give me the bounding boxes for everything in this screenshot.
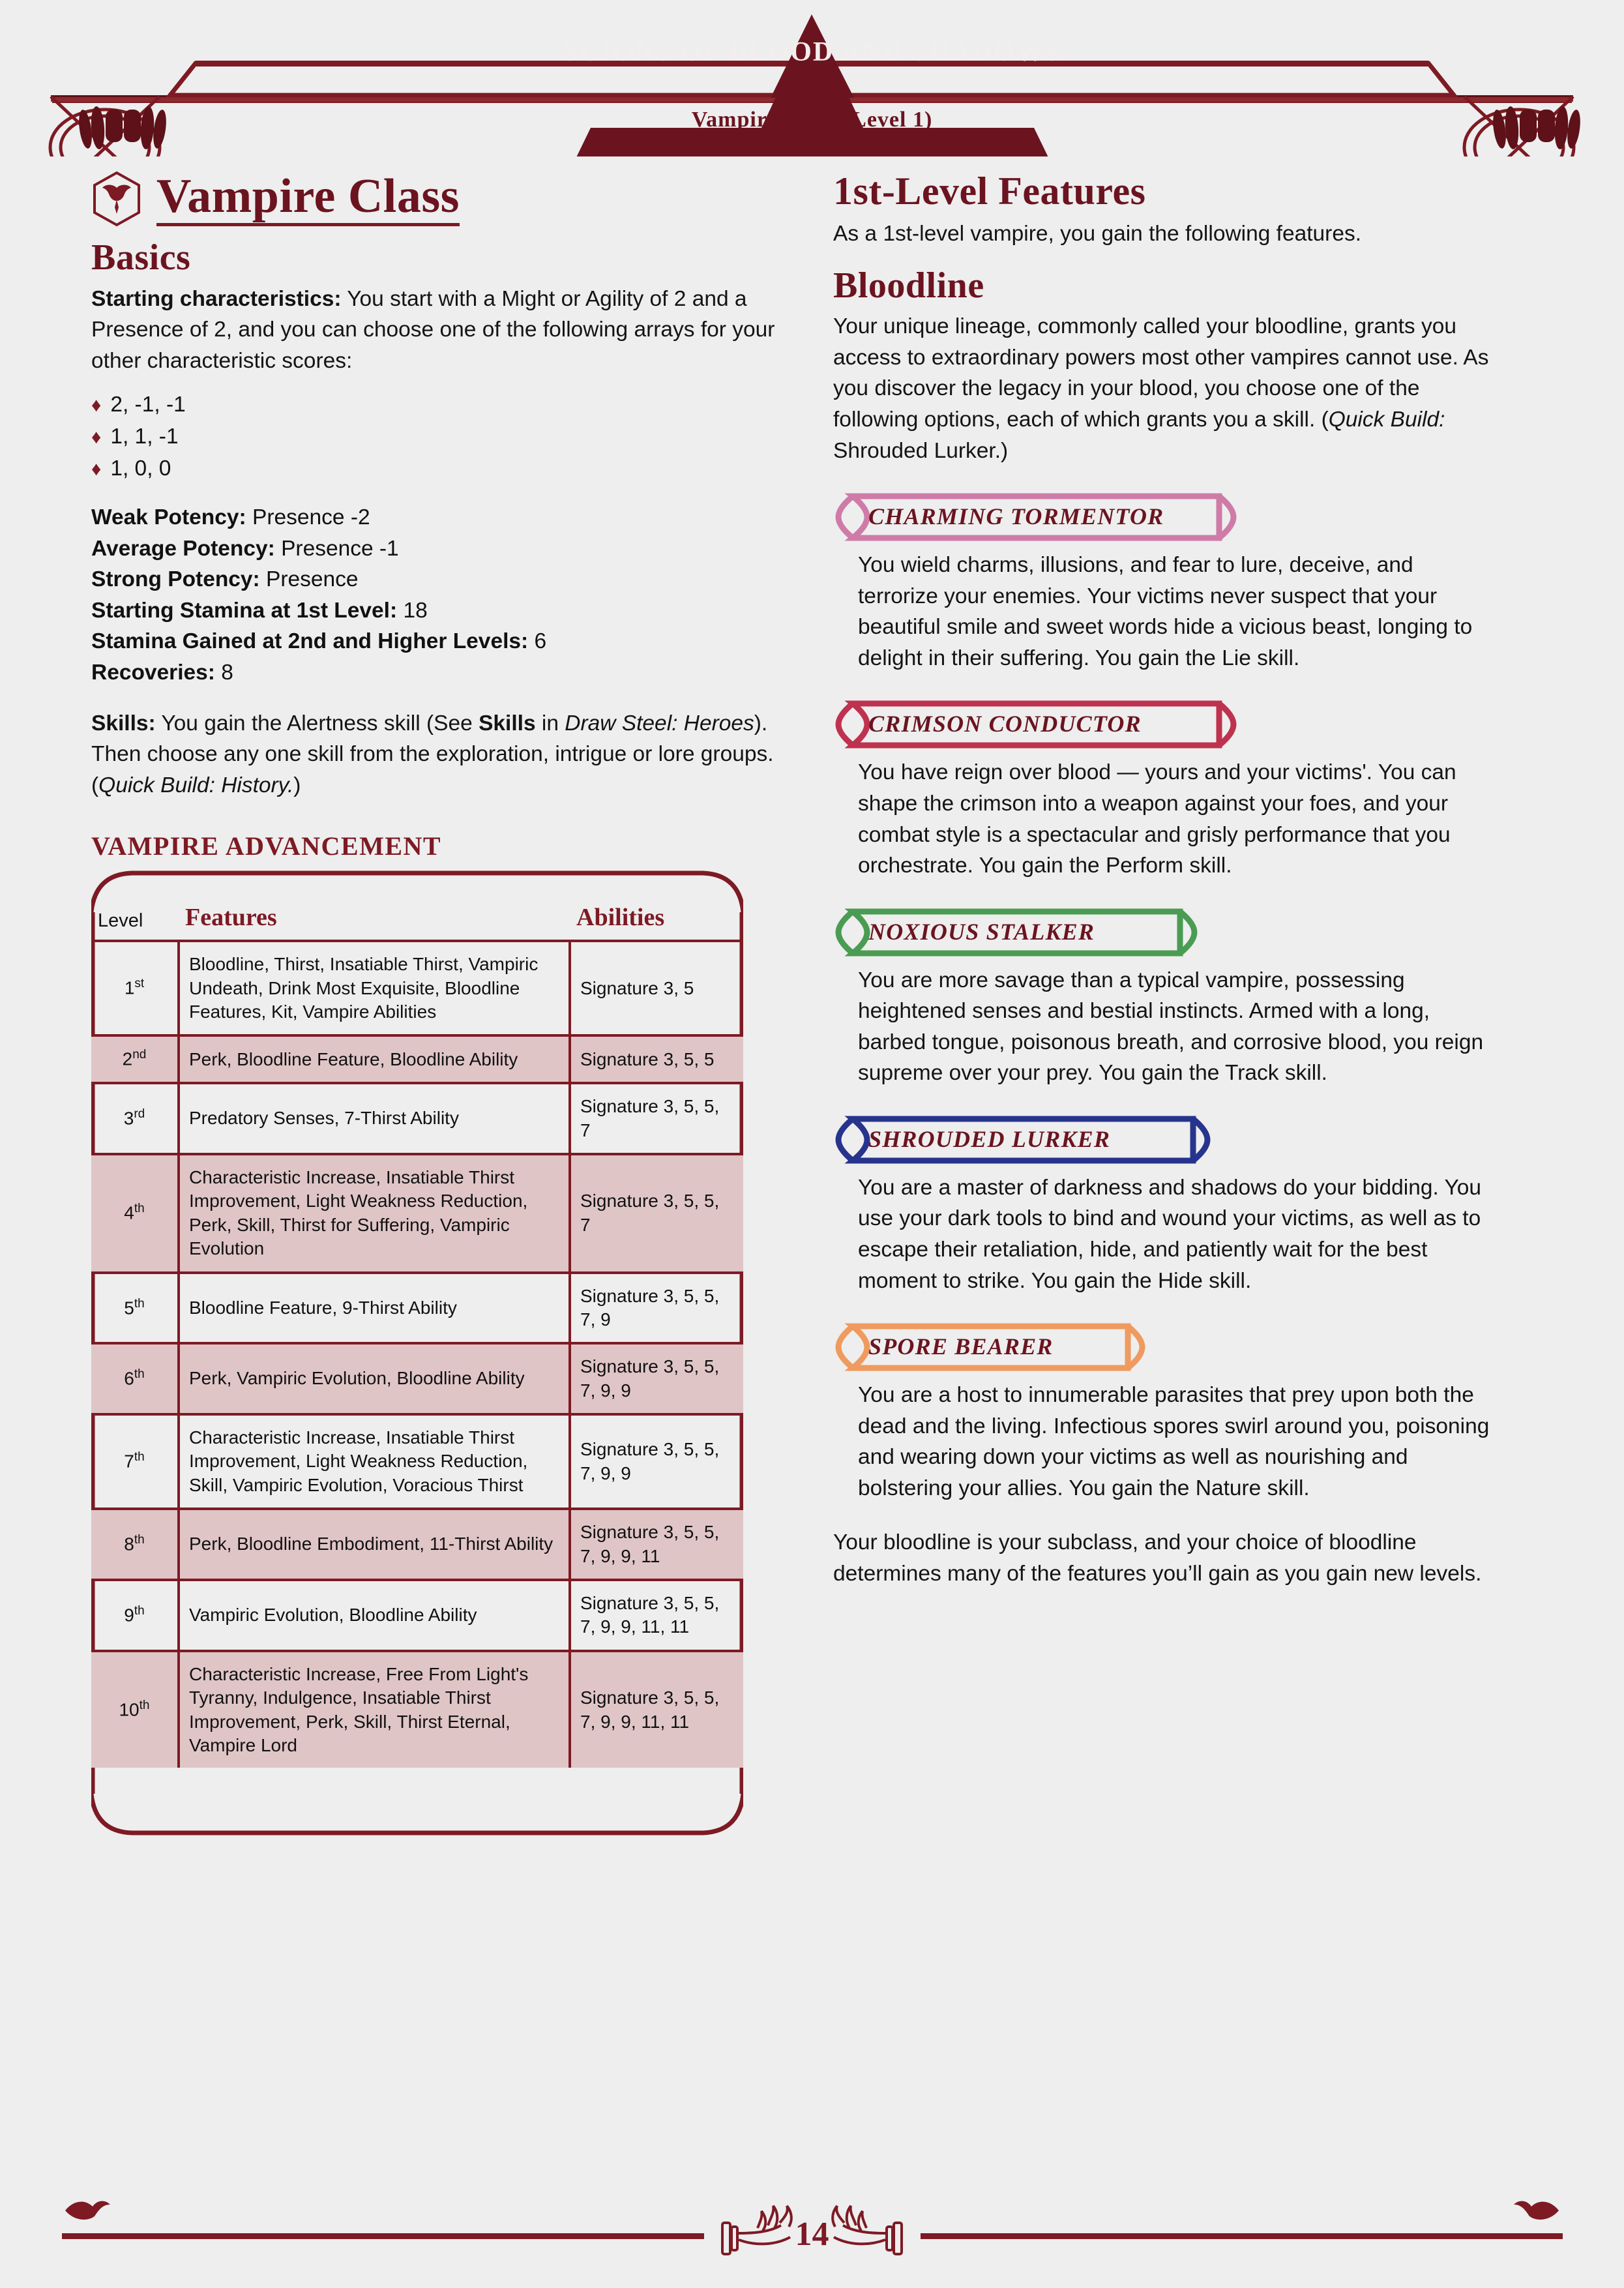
cell-features: Bloodline Feature, 9-Thirst Ability — [179, 1273, 570, 1344]
level-number: 1 — [124, 977, 135, 998]
level-number: 9 — [124, 1605, 134, 1626]
starting-characteristics-paragraph — [91, 284, 782, 377]
skills-text-1: You gain the Alertness skill (See — [155, 711, 479, 735]
cell-level — [91, 1414, 179, 1509]
bloodline-description: You are more savage than a typical vampire, possessing heightened senses and bestial instincts. Armed with a long, barbed tongue, poisonous breath, and corrosive blood, you reign supreme over your prey. You gain the Track skill. — [858, 968, 1484, 1086]
column-header-abilities: Abilities — [570, 894, 743, 941]
bloodline-spore-bearer — [833, 1322, 1492, 1504]
bloodline-shrouded-lurker — [833, 1115, 1492, 1296]
table-row — [91, 1273, 743, 1344]
bloodline-banner — [833, 492, 1492, 542]
skills-label: Skills: — [91, 711, 156, 735]
skills-text-3: ). Then choose any one skill from the exploration, intrigue or lore groups. ( — [91, 711, 774, 797]
bloodline-banner — [833, 1322, 1492, 1372]
level-ordinal: th — [134, 1604, 145, 1618]
table-row — [91, 1509, 743, 1580]
list-item — [91, 421, 782, 453]
bloodline-name: CRIMSON CONDUCTOR — [868, 711, 1142, 737]
stat-value: Presence — [259, 567, 359, 592]
level-ordinal: th — [134, 1202, 145, 1216]
cell-abilities: Signature 3, 5, 5, 7, 9, 9, 11, 11 — [570, 1580, 743, 1651]
bloodline-intro-text-1: Your unique lineage, commonly called your bloodline, grants you access to extraordinary powers most other vampires cannot use. As you discover the legacy in your blood, you choose one of the following options, each of which grants you a skill. ( — [833, 314, 1489, 432]
array-value: 2, -1, -1 — [110, 393, 186, 417]
bloodline-banner — [833, 908, 1492, 957]
page-number: 14 — [795, 2216, 829, 2253]
bloodline-intro — [833, 311, 1492, 466]
starting-characteristics-label: Starting characteristics: — [91, 286, 342, 311]
stat-label: Strong Potency: — [91, 567, 260, 592]
table-row — [91, 1414, 743, 1509]
banner-title: SCIONS OF BLOOD AND SHADOWS — [563, 37, 1061, 67]
level-ordinal: rd — [134, 1107, 145, 1122]
stat-label: Average Potency: — [91, 536, 275, 561]
stats-block — [91, 502, 782, 688]
cell-features: Perk, Vampiric Evolution, Bloodline Ability — [179, 1343, 570, 1414]
cell-abilities: Signature 3, 5, 5, 7 — [570, 1154, 743, 1273]
stat-line — [91, 657, 782, 689]
list-item — [91, 453, 782, 485]
level-ordinal: th — [139, 1699, 150, 1713]
table-bottom-spacer — [91, 1768, 743, 1796]
stat-line — [91, 564, 782, 595]
bloodline-quickbuild-label: Quick Build: — [1328, 408, 1445, 432]
stat-label: Starting Stamina at 1st Level: — [91, 598, 398, 623]
level-number: 7 — [124, 1451, 134, 1472]
table-top-spacer — [91, 870, 743, 894]
stat-label: Weak Potency: — [91, 505, 246, 530]
page-title: Vampire Class — [156, 172, 460, 226]
fang-bullet-icon: ♦ — [91, 426, 102, 449]
bloodline-description: You wield charms, illusions, and fear to lure, deceive, and terrorize your enemies. Your victims never suspect that your beautiful smile and sweet words hide a vicious beast, longing to delight in their suffering. You gain the Lie skill. — [858, 553, 1473, 670]
bloodline-banner — [833, 1115, 1492, 1165]
table-header-row — [91, 894, 743, 941]
cell-level — [91, 1273, 179, 1344]
cell-level — [91, 941, 179, 1035]
stat-value: 6 — [528, 629, 547, 654]
stat-line — [91, 626, 782, 657]
bloodline-noxious-stalker — [833, 908, 1492, 1089]
cell-level — [91, 1509, 179, 1580]
level-number: 3 — [123, 1108, 134, 1129]
bloodline-closing-paragraph: Your bloodline is your subclass, and your choice of bloodline determines many of the features you’ll gain as you gain new levels. — [833, 1530, 1482, 1586]
cell-abilities: Signature 3, 5, 5, 7, 9, 9, 11, 11 — [570, 1651, 743, 1768]
bloodline-name: CHARMING TORMENTOR — [868, 503, 1164, 530]
stat-value: 8 — [214, 661, 233, 685]
page-footer — [0, 2177, 1624, 2288]
level-number: 8 — [124, 1534, 134, 1554]
cell-abilities: Signature 3, 5, 5, 7, 9, 9, 11 — [570, 1509, 743, 1580]
level-number: 2 — [122, 1048, 133, 1069]
page-header — [0, 0, 1624, 156]
column-header-features: Features — [179, 894, 570, 941]
table-row — [91, 1035, 743, 1083]
page-title-row — [91, 171, 782, 227]
level-number: 5 — [124, 1297, 134, 1318]
cell-features: Predatory Senses, 7-Thirst Ability — [179, 1083, 570, 1154]
fang-bullet-icon: ♦ — [91, 458, 102, 481]
array-value: 1, 1, -1 — [110, 424, 179, 449]
cell-features: Characteristic Increase, Insatiable Thirst Improvement, Light Weakness Reduction, Perk, Skill, Thirst for Suffering, Vampiric Evolution — [179, 1154, 570, 1273]
cell-features: Characteristic Increase, Insatiable Thirst Improvement, Light Weakness Reduction, Skill, Vampiric Evolution, Voracious Thirst — [179, 1414, 570, 1509]
bloodline-heading: Bloodline — [833, 265, 984, 306]
list-item — [91, 389, 782, 421]
cell-features: Vampiric Evolution, Bloodline Ability — [179, 1580, 570, 1651]
cell-level — [91, 1651, 179, 1768]
banner-notch-left — [838, 496, 853, 538]
skills-text-2: in — [535, 711, 565, 735]
table-row — [91, 941, 743, 1035]
stat-line — [91, 595, 782, 627]
features-heading: 1st-Level Features — [833, 170, 1146, 213]
cell-abilities: Signature 3, 5, 5, 7, 9 — [570, 1273, 743, 1344]
table-head — [91, 894, 743, 941]
banner-notch-left — [838, 1326, 853, 1368]
skills-text-4: ) — [293, 773, 301, 797]
stat-value: Presence -2 — [246, 505, 370, 530]
skills-bold-ref: Skills — [479, 711, 536, 735]
table-row — [91, 1083, 743, 1154]
cell-abilities: Signature 3, 5, 5, 7, 9, 9 — [570, 1414, 743, 1509]
level-number: 6 — [124, 1368, 134, 1389]
array-value: 1, 0, 0 — [110, 456, 171, 481]
basics-heading: Basics — [91, 237, 191, 278]
level-number: 4 — [124, 1202, 134, 1223]
stat-line — [91, 502, 782, 533]
level-ordinal: th — [134, 1450, 145, 1464]
bloodline-crimson-conductor — [833, 700, 1492, 881]
level-ordinal: th — [134, 1296, 145, 1311]
cell-features: Characteristic Increase, Free From Light's Tyranny, Indulgence, Insatiable Thirst Improvement, Perk, Skill, Thirst Eternal, Vampire Lord — [179, 1651, 570, 1768]
table-body — [91, 941, 743, 1768]
cell-features: Perk, Bloodline Feature, Bloodline Ability — [179, 1035, 570, 1083]
cell-features: Perk, Bloodline Embodiment, 11-Thirst Ability — [179, 1509, 570, 1580]
stat-value: 18 — [397, 598, 428, 623]
cell-abilities: Signature 3, 5, 5, 7 — [570, 1083, 743, 1154]
cell-level — [91, 1343, 179, 1414]
right-column — [833, 171, 1492, 1603]
cell-abilities: Signature 3, 5 — [570, 941, 743, 1035]
cell-level — [91, 1083, 179, 1154]
cell-level — [91, 1154, 179, 1273]
level-ordinal: th — [134, 1533, 145, 1547]
array-list — [91, 389, 782, 485]
starting-characteristics-text: You start with a Might or Agility of 2 and a Presence of 2, and you can choose one of the following arrays for your other characteristic scores: — [91, 286, 775, 373]
cell-abilities: Signature 3, 5, 5, 7, 9, 9 — [570, 1343, 743, 1414]
banner-notch-left — [838, 704, 853, 745]
header-banner-art — [0, 0, 1624, 156]
banner-subtitle: Vampire Class (Level 1) — [691, 108, 933, 132]
features-intro: As a 1st-level vampire, you gain the following features. — [833, 222, 1362, 246]
vampire-advancement-table — [91, 894, 743, 1768]
bloodline-banner — [833, 700, 1492, 749]
level-ordinal: st — [134, 977, 145, 991]
bloodline-name: SHROUDED LURKER — [868, 1126, 1111, 1153]
level-ordinal: nd — [132, 1048, 147, 1062]
bloodline-description: You have reign over blood — yours and your victims'. You can shape the crimson into a weapon against your foes, and your combat style is a spectacular and grisly performance that you orchestrate. You gain the Perform skill. — [858, 760, 1456, 878]
skills-book-title: Draw Steel: Heroes — [565, 711, 754, 735]
banner-notch-left — [838, 912, 853, 953]
table-row — [91, 1154, 743, 1273]
table-row — [91, 1580, 743, 1651]
bloodline-intro-text-2: Shrouded Lurker.) — [833, 438, 1009, 463]
stat-value: Presence -1 — [274, 536, 399, 561]
fang-bullet-icon: ♦ — [91, 394, 102, 417]
cell-abilities: Signature 3, 5, 5 — [570, 1035, 743, 1083]
level-number: 10 — [119, 1699, 140, 1720]
table-row — [91, 1343, 743, 1414]
stat-line — [91, 533, 782, 565]
table-row — [91, 1651, 743, 1768]
cell-features: Bloodline, Thirst, Insatiable Thirst, Vampiric Undeath, Drink Most Exquisite, Bloodline Features, Kit, Vampire Abilities — [179, 941, 570, 1035]
level-ordinal: th — [134, 1367, 145, 1382]
left-column — [91, 171, 782, 1796]
bat-hex-icon — [91, 171, 142, 227]
stat-label: Recoveries: — [91, 661, 215, 685]
advancement-table-wrapper — [91, 870, 743, 1796]
stat-label: Stamina Gained at 2nd and Higher Levels: — [91, 629, 529, 654]
bloodline-name: NOXIOUS STALKER — [868, 918, 1095, 945]
skills-paragraph — [91, 708, 782, 801]
bloodline-charming-tormentor — [833, 492, 1492, 674]
bloodline-description: You are a host to innumerable parasites that prey upon both the dead and the living. Infectious spores swirl around you, poisoning and wearing down your victims as well as nourishing and bolstering your allies. You gain the Nature skill. — [858, 1383, 1490, 1500]
bloodline-description: You are a master of darkness and shadows do your bidding. You use your dark tools to bind and wound your victims, as well as to escape their retaliation, hide, and patiently wait for the best moment to strike. You gain the Hide skill. — [858, 1175, 1482, 1293]
bloodline-name: SPORE BEARER — [868, 1333, 1054, 1360]
cell-level — [91, 1580, 179, 1651]
cell-level — [91, 1035, 179, 1083]
advancement-heading: VAMPIRE ADVANCEMENT — [91, 831, 442, 861]
banner-notch-left — [838, 1119, 853, 1161]
skills-quickbuild: Quick Build: History. — [98, 773, 294, 797]
column-header-level: Level — [91, 894, 179, 941]
